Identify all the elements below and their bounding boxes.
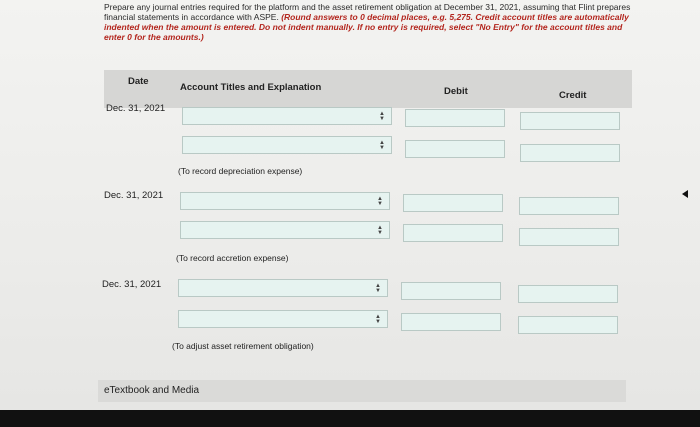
select-arrows-icon: ▲ ▼ xyxy=(375,314,381,325)
instructions xyxy=(104,2,644,42)
entry-note: (To adjust asset retirement obligation) xyxy=(172,341,314,351)
header-date: Date xyxy=(128,76,149,87)
select-arrows-icon: ▲ ▼ xyxy=(377,225,383,236)
entry-date: Dec. 31, 2021 xyxy=(104,190,164,201)
account-select[interactable] xyxy=(182,107,392,125)
account-select[interactable] xyxy=(180,192,390,210)
credit-input[interactable] xyxy=(520,144,620,162)
mouse-pointer-icon xyxy=(682,190,688,198)
debit-input[interactable] xyxy=(403,224,503,242)
account-select[interactable] xyxy=(178,279,388,297)
debit-input[interactable] xyxy=(405,109,505,127)
entry-date: Dec. 31, 2021 xyxy=(102,279,162,290)
credit-input[interactable] xyxy=(520,112,620,130)
debit-input[interactable] xyxy=(401,313,501,331)
credit-input[interactable] xyxy=(519,197,619,215)
instructions-emphasis: (Round answers to 0 decimal places, e.g. 5,275. Credit account titles are automatically indented when the amount is entered. Do not indent manually. If no entry is required, select "No Entry" for the account titles and enter 0 for the amounts.) xyxy=(104,12,629,42)
select-arrows-icon: ▲ ▼ xyxy=(379,111,385,122)
etextbook-label: eTextbook and Media xyxy=(104,385,200,396)
header-debit: Debit xyxy=(444,86,468,97)
credit-input[interactable] xyxy=(518,285,618,303)
credit-input[interactable] xyxy=(518,316,618,334)
account-select[interactable] xyxy=(178,310,388,328)
etextbook-and-media[interactable] xyxy=(98,380,626,402)
select-arrows-icon: ▲ ▼ xyxy=(375,283,381,294)
account-select[interactable] xyxy=(180,221,390,239)
select-arrows-icon: ▲ ▼ xyxy=(377,196,383,207)
header-account: Account Titles and Explanation xyxy=(180,82,322,93)
table-header xyxy=(104,70,632,108)
debit-input[interactable] xyxy=(403,194,503,212)
bottom-bar xyxy=(0,410,700,427)
header-credit: Credit xyxy=(559,90,587,101)
credit-input[interactable] xyxy=(519,228,619,246)
instructions-text: Prepare any journal entries required for the platform and the asset retirement obligation at December 31, 2021, assuming that Flint prepares financial statements in accordance with ASPE. xyxy=(104,2,631,22)
entry-date: Dec. 31, 2021 xyxy=(106,103,166,114)
debit-input[interactable] xyxy=(401,282,501,300)
entry-note: (To record accretion expense) xyxy=(176,253,289,263)
debit-input[interactable] xyxy=(405,140,505,158)
account-select[interactable] xyxy=(182,136,392,154)
entry-note: (To record depreciation expense) xyxy=(178,166,303,176)
select-arrows-icon: ▲ ▼ xyxy=(379,140,385,151)
